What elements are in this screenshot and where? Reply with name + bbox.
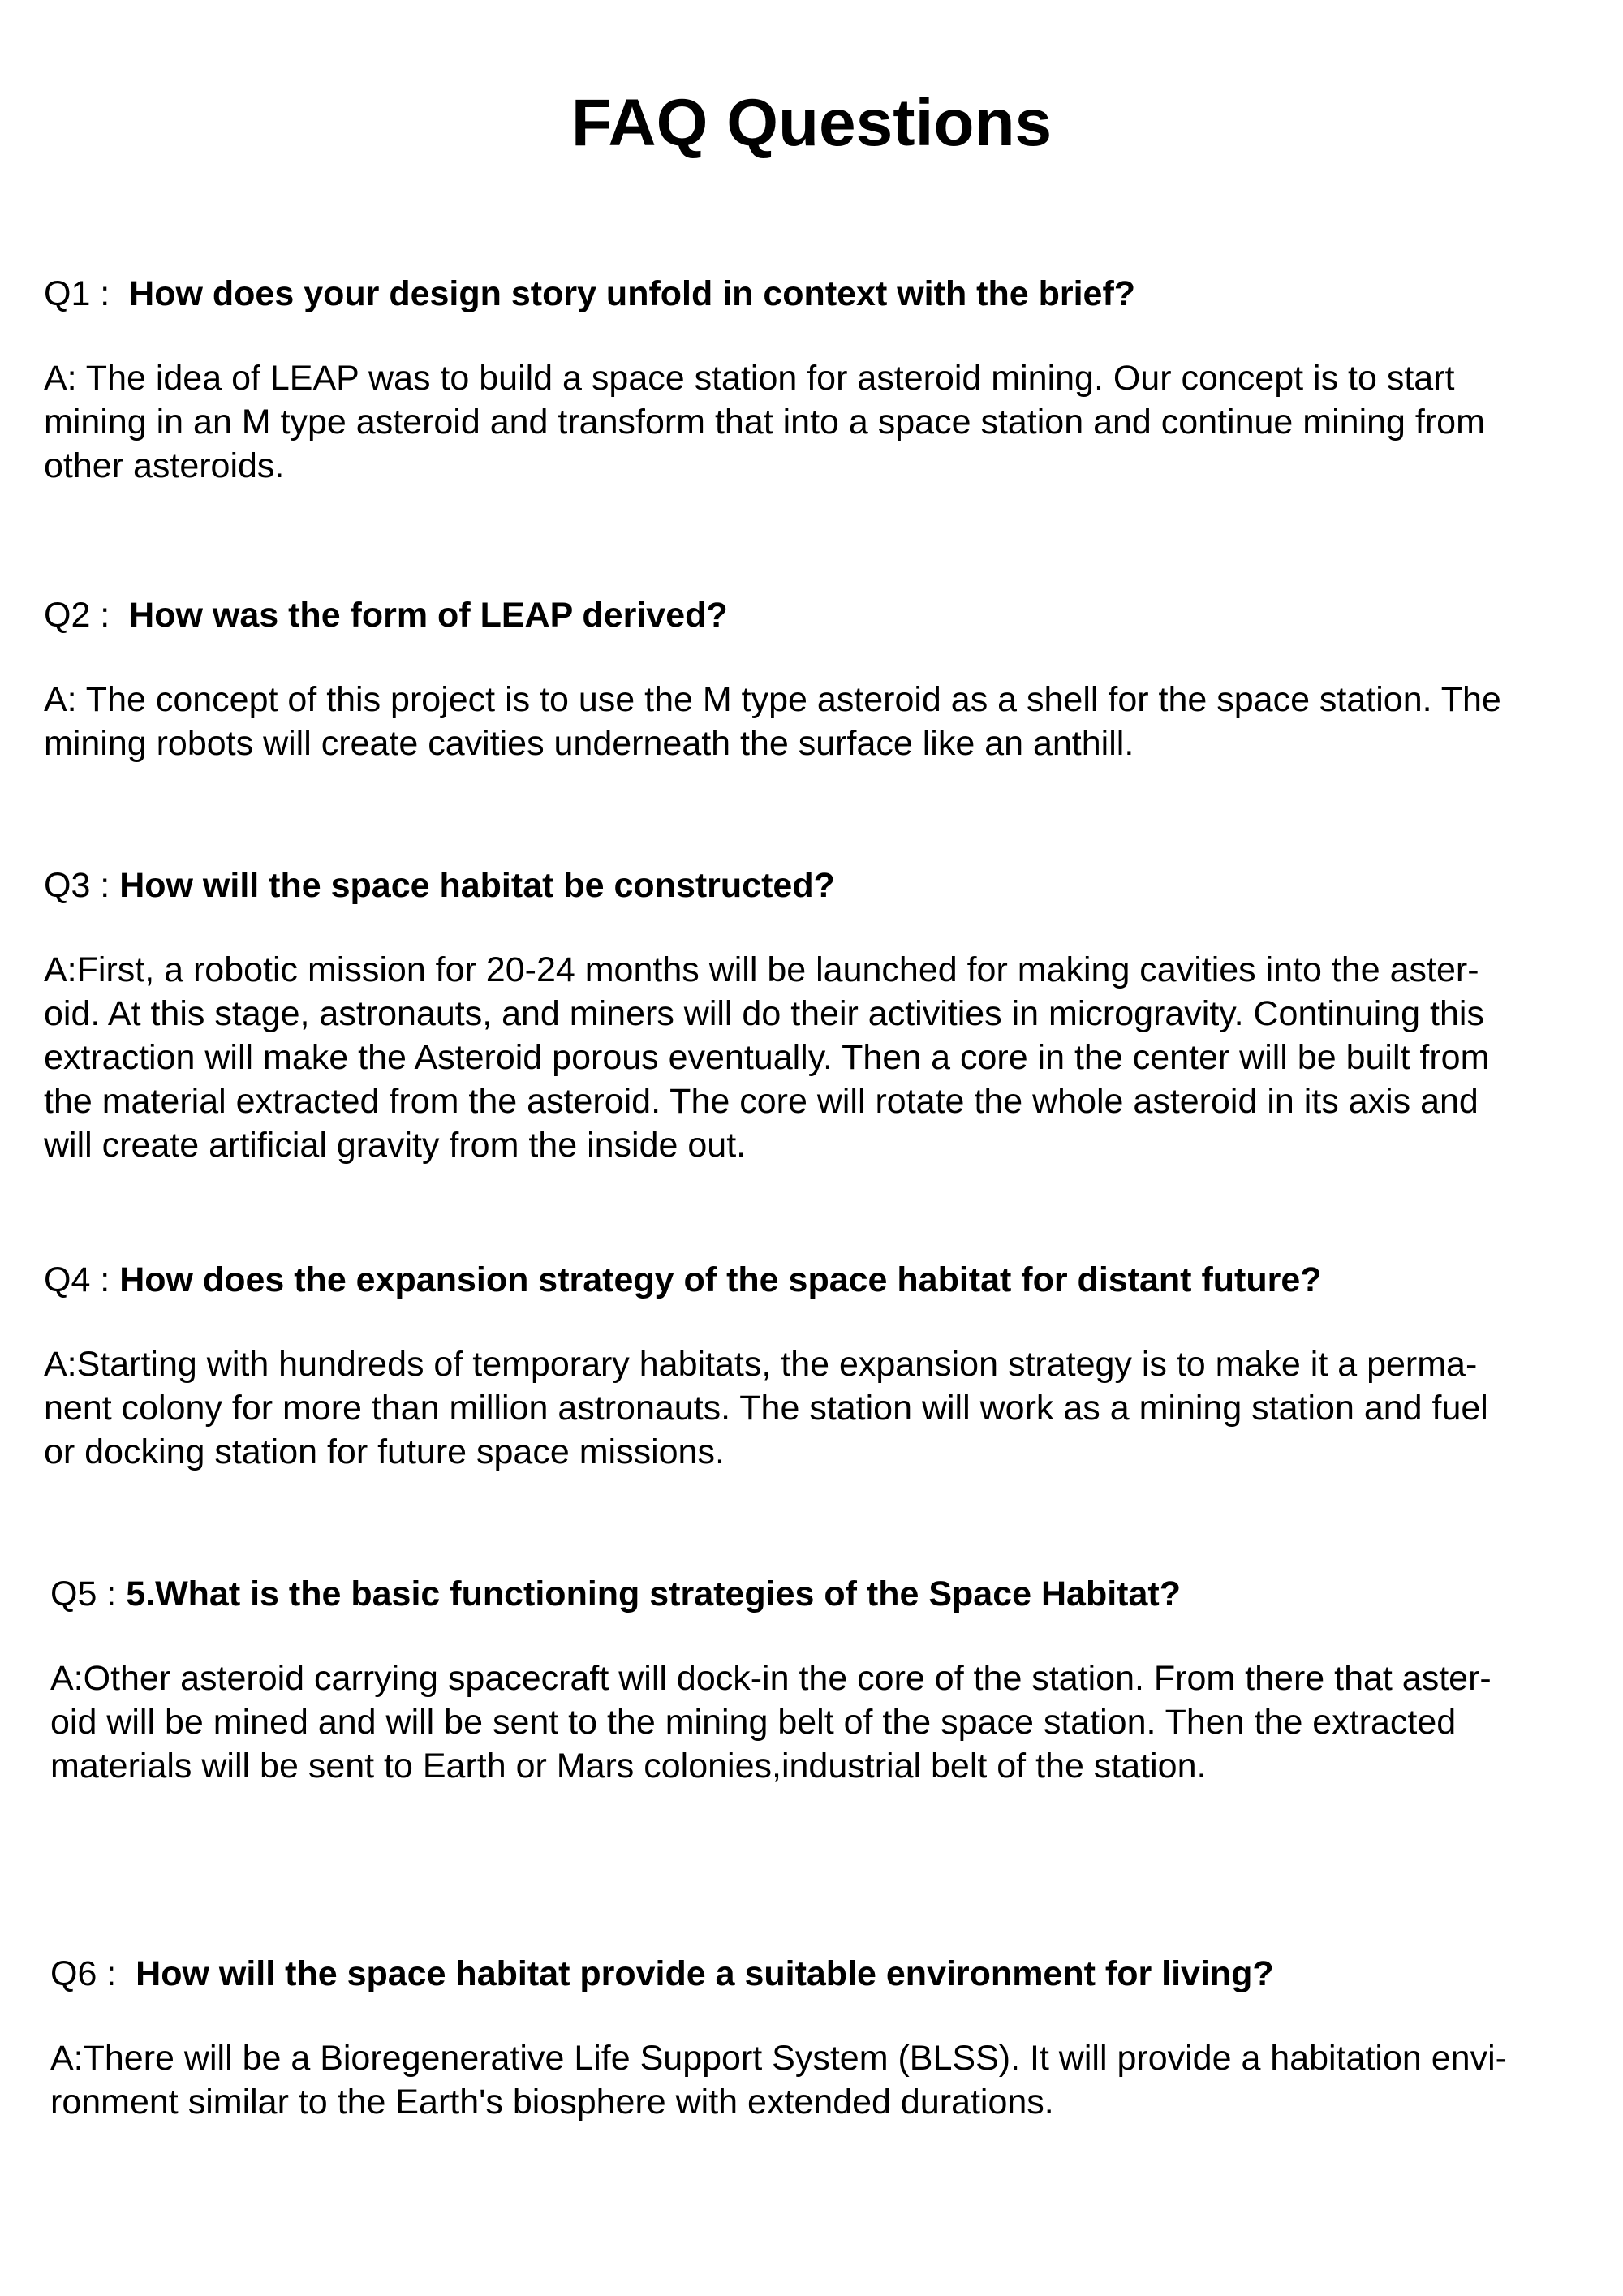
question-text: How will the space habitat provide a suitable environment for living? bbox=[136, 1954, 1274, 1993]
answer-line: other asteroids. bbox=[44, 446, 285, 485]
question-label: Q5 : bbox=[50, 1574, 117, 1613]
question-text: How does the expansion strategy of the space habitat for distant future? bbox=[119, 1260, 1322, 1299]
answer-line: A: The concept of this project is to use the M type asteroid as a shell for the space station. The bbox=[44, 680, 1501, 719]
answer-line: A:First, a robotic mission for 20-24 months will be launched for making cavities into the aster- bbox=[44, 950, 1479, 989]
question-text: How was the form of LEAP derived? bbox=[129, 596, 728, 635]
page-title: FAQ Questions bbox=[570, 86, 1053, 160]
faq-question bbox=[44, 593, 1586, 637]
answer-line: A: The idea of LEAP was to build a space station for asteroid mining. Our concept is to start bbox=[44, 359, 1455, 398]
question-label: Q6 : bbox=[50, 1954, 117, 1993]
answer-line: nent colony for more than million astronauts. The station will work as a mining station and fuel bbox=[44, 1389, 1488, 1428]
faq-item-q5 bbox=[50, 1572, 1592, 1788]
question-label: Q4 : bbox=[44, 1260, 110, 1299]
faq-item-q4 bbox=[44, 1258, 1586, 1474]
answer-line: extraction will make the Asteroid porous eventually. Then a core in the center will be built from bbox=[44, 1038, 1490, 1077]
faq-answer bbox=[50, 2036, 1592, 2124]
question-label: Q3 : bbox=[44, 866, 110, 905]
question-label: Q2 : bbox=[44, 596, 110, 635]
faq-answer bbox=[50, 1656, 1592, 1788]
answer-line: the material extracted from the asteroid. The core will rotate the whole asteroid in its axis and bbox=[44, 1082, 1479, 1121]
faq-item-q3 bbox=[44, 864, 1586, 1167]
answer-line: oid will be mined and will be sent to the mining belt of the space station. Then the extracted bbox=[50, 1703, 1457, 1742]
answer-line: mining robots will create cavities underneath the surface like an anthill. bbox=[44, 724, 1134, 763]
faq-question bbox=[50, 1952, 1592, 1996]
question-label: Q1 : bbox=[44, 274, 110, 313]
question-text: How does your design story unfold in context with the brief? bbox=[129, 274, 1136, 313]
faq-item-q1 bbox=[44, 272, 1586, 488]
faq-answer bbox=[44, 356, 1586, 488]
answer-line: A:Starting with hundreds of temporary habitats, the expansion strategy is to make it a perma- bbox=[44, 1345, 1478, 1384]
faq-answer bbox=[44, 1342, 1586, 1474]
answer-line: oid. At this stage, astronauts, and miners will do their activities in microgravity. Continuing this bbox=[44, 994, 1484, 1033]
answer-line: materials will be sent to Earth or Mars colonies,industrial belt of the station. bbox=[50, 1747, 1207, 1786]
faq-question bbox=[44, 272, 1586, 316]
faq-answer bbox=[44, 678, 1586, 765]
faq-question bbox=[50, 1572, 1592, 1616]
answer-line: A:There will be a Bioregenerative Life Support System (BLSS). It will provide a habitation envi- bbox=[50, 2039, 1507, 2078]
answer-line: ronment similar to the Earth's biosphere with extended durations. bbox=[50, 2083, 1054, 2122]
answer-line: A:Other asteroid carrying spacecraft will dock-in the core of the station. From there that aster- bbox=[50, 1659, 1492, 1698]
faq-answer bbox=[44, 948, 1586, 1167]
answer-line: mining in an M type asteroid and transform that into a space station and continue mining from bbox=[44, 403, 1485, 442]
answer-line: or docking station for future space missions. bbox=[44, 1432, 725, 1471]
answer-line: will create artificial gravity from the inside out. bbox=[44, 1126, 747, 1165]
faq-item-q6 bbox=[50, 1952, 1592, 2124]
faq-item-q2 bbox=[44, 593, 1586, 765]
question-text: How will the space habitat be constructed? bbox=[119, 866, 835, 905]
question-text: 5.What is the basic functioning strategies of the Space Habitat? bbox=[126, 1574, 1181, 1613]
faq-question bbox=[44, 1258, 1586, 1302]
faq-question bbox=[44, 864, 1586, 907]
